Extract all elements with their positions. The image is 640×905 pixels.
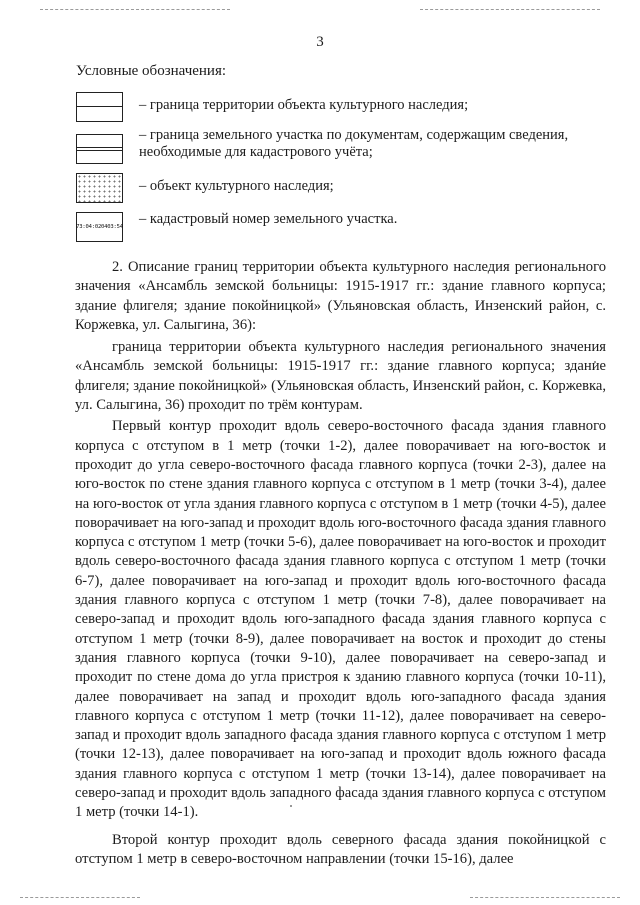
cadastral-number-label: 73:04:020403:54 [76, 224, 123, 230]
body-paragraph: граница территории объекта культурного наследия регионального значения «Ансамбль земской больницы: 1915-1917 гг.: здание главного корпуса; здание флигеля; здание покойницкой» (Ульяновская область, Инзенский район, с. Коржевка, ул. Салыгина, 36) проходит по трём контурам. [75, 339, 606, 414]
page-number: 3 [316, 34, 324, 50]
legend-item-text: – граница земельного участка по документам, содержащим сведения, необходимые для кадастрового учёта; [139, 127, 569, 160]
scan-edge-mark [40, 9, 230, 10]
legend-item-text: – объект культурного наследия; [139, 178, 334, 194]
parcel-line-symbol [76, 134, 123, 164]
body-paragraph: Второй контур проходит вдоль северного фасада здания покойницкой с отступом 1 метр в северо-восточном направлении (точки 15-16), далее [75, 831, 606, 867]
legend-item-text: – кадастровый номер земельного участка. [139, 211, 398, 227]
boundary-line-symbol [76, 92, 123, 122]
scan-edge-mark [420, 9, 600, 10]
legend-title: Условные обозначения: [76, 63, 227, 79]
heritage-object-symbol [76, 173, 123, 203]
scan-edge-mark [20, 897, 140, 898]
body-paragraph: Первый контур проходит вдоль северо-восточного фасада здания главного корпуса с отступом в 1 метр (точки 1-2), далее поворачивает на юго-восток и проходит до угла северо-восточного фасада главного корпуса (точки 2-3), далее на юго-восток по стене здания главного корпуса с отступом в 1 метр (точки 3-4), далее на юго-восток от угла здания главного корпуса с отступом в 1 метр (точки 4-5), далее поворачивает на юго-запад и проходит вдоль юго-восточного фасада здания главного корпуса с отступом 1 метр (точки 5-6), далее поворачивает на юго-восток и проходит вдоль северо-восточного фасада здания главного корпуса с отступом 1 метр (точки 6-7), далее поворачивает на юго-запад и проходит вдоль юго-восточного фасада здания главного корпуса с отступом 1 метр (точки 7-8), далее поворачивает на северо-запад и проходит вдоль юго-западного фасада здания главного корпуса с отступом 1 метр (точки 8-9), далее поворачивает на восток и проходит до стены здания главного корпуса (точки 9-10), далее поворачивает на северо-запад и проходит по стене дома до угла пристроя к зданию главного корпуса (точки 10-11), далее поворачивает на запад и проходит вдоль юго-западного фасада здания главного корпуса с отступом 1 метр (точки 11-12), далее поворачивает на северо-запад и проходит вдоль западного фасада здания главного корпуса с отступом 1 метр (точки 12-13), далее поворачивает на юго-запад и проходит вдоль южного фасада здания главного корпуса с отступом 1 метр (точки 13-14), далее поворачивает на северо-запад и проходит вдоль западного фасада здания главного корпуса с отступом 1 метр (точки 14-1). [75, 418, 606, 821]
body-paragraph: 2. Описание границ территории объекта культурного наследия регионального значения «Ансамбль земской больницы: 1915-1917 гг.: здание главного корпуса; здание флигеля; здание покойницкой» (Ульяновская область, Инзенский район, с. Коржевка, ул. Салыгина, 36): [75, 259, 606, 333]
cadastral-number-symbol [76, 212, 123, 242]
document-body [75, 258, 606, 869]
scan-edge-mark [470, 897, 620, 898]
legend-item-text: – граница территории объекта культурного наследия; [139, 97, 469, 113]
